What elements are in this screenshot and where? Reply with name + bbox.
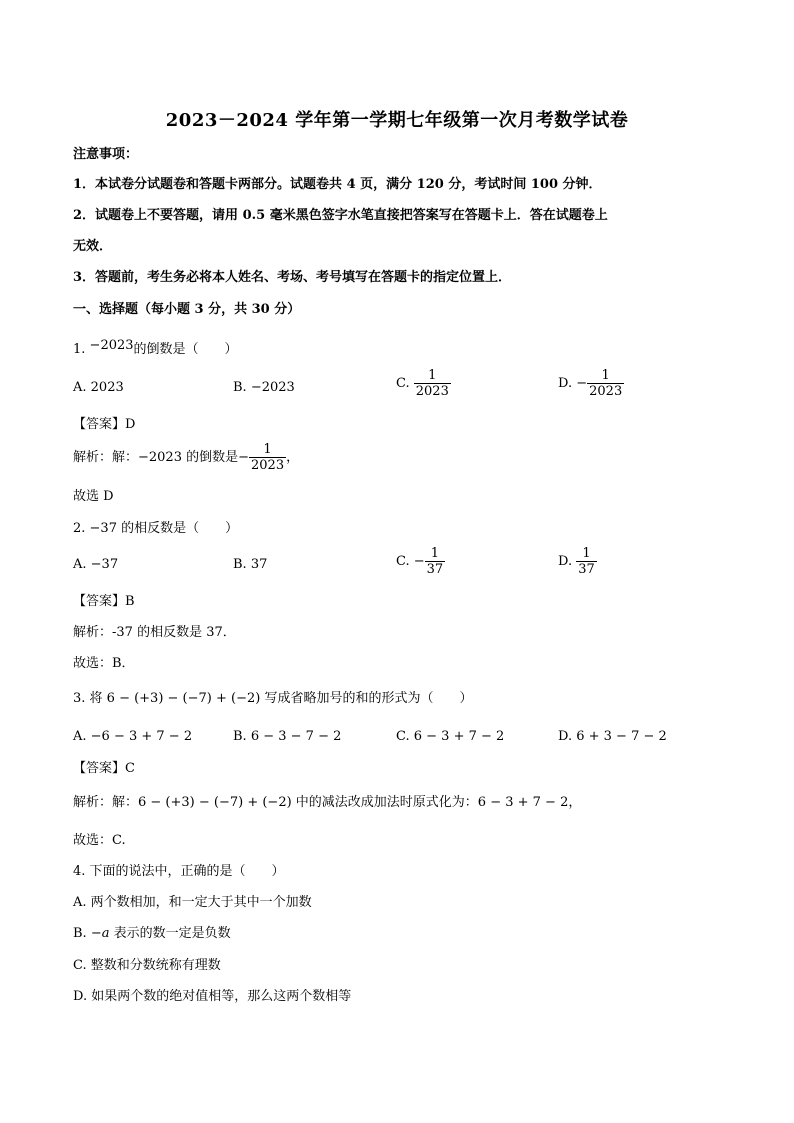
q3-option-c: C. 6 − 3 + 7 − 2 (396, 729, 505, 744)
fraction: $\frac{1}{37}$ (426, 546, 444, 577)
q2-option-d: D. $\frac{1}{37}$ (558, 546, 595, 577)
q1-conclusion: 故选 D (73, 489, 114, 504)
exam-title: 2023－2024 学年第一学期七年级第一次月考数学试卷 (165, 110, 629, 131)
q1-explanation: 解析：解：−2023 的倒数是− $\frac{1}{2023}$ ， (73, 442, 300, 473)
notice-heading: 注意事项： (73, 147, 139, 162)
q4-option-a: A. 两个数相加，和一定大于其中一个加数 (73, 895, 312, 910)
math-variable: a (101, 926, 110, 941)
question-2: 2. −37 的相反数是（ ） (73, 521, 239, 536)
q2-conclusion: 故选：B． (73, 656, 135, 671)
q2-option-b: B. 37 (233, 557, 268, 572)
notice-item-2-cont: 无效． (73, 239, 113, 254)
q1-option-d: D. − $\frac{1}{2023}$ (558, 368, 623, 399)
q1-option-a: A. 2023 (73, 380, 124, 395)
q3-explanation: 解析：解：6 − (+3) − (−7) + (−2) 中的减法改成加法时原式化为：6 − 3 + 7 − 2， (73, 795, 582, 810)
section-heading: 一、选择题（每小题 3 分，共 30 分） (73, 302, 301, 317)
math-expression: −2023 (89, 338, 134, 353)
notice-item-2: 2．试题卷上不要答题，请用 0.5 毫米黑色签字水笔直接把答案写在答题卡上．答在试题卷上 (73, 208, 608, 223)
notice-item-1: 1．本试卷分试题卷和答题卡两部分。试题卷共 4 页，满分 120 分，考试时间 100 分钟． (73, 177, 602, 192)
q3-answer: 【答案】C (73, 761, 135, 776)
question-3: 3. 将 6 − (+3) − (−7) + (−2) 写成省略加号的和的形式为（ ） (73, 691, 473, 706)
q3-option-a: A. −6 − 3 + 7 − 2 (73, 729, 193, 744)
notice-item-3: 3．答题前，考生务必将本人姓名、考场、考号填写在答题卡的指定位置上． (73, 270, 512, 285)
fraction: $\frac{1}{37}$ (578, 546, 595, 577)
q3-option-d: D. 6 + 3 − 7 − 2 (558, 729, 667, 744)
q2-answer: 【答案】B (73, 594, 135, 609)
q4-option-c: C. 整数和分数统称有理数 (73, 958, 221, 973)
q2-explanation: 解析：-37 的相反数是 37． (73, 625, 236, 640)
q1-option-c: C. $\frac{1}{2023}$ (396, 368, 449, 399)
question-4: 4. 下面的说法中，正确的是（ ） (73, 864, 285, 879)
q1-option-b: B. −2023 (233, 380, 295, 395)
fraction: $\frac{1}{2023}$ (251, 442, 285, 473)
question-number: 1. (73, 342, 86, 357)
q4-option-d: D. 如果两个数的绝对值相等，那么这两个数相等 (73, 989, 352, 1004)
fraction: $\frac{1}{2023}$ (589, 368, 623, 399)
question-stem: 的倒数是（ ） (133, 342, 238, 357)
q2-option-a: A. −37 (73, 557, 119, 572)
q1-answer: 【答案】D (73, 417, 136, 432)
fraction: $\frac{1}{2023}$ (415, 368, 449, 399)
question-1 (73, 338, 238, 359)
q3-option-b: B. 6 − 3 − 7 − 2 (233, 729, 342, 744)
q3-conclusion: 故选：C. (73, 833, 126, 848)
q4-option-b: B. −a 表示的数一定是负数 (73, 926, 231, 941)
q2-option-c: C. − $\frac{1}{37}$ (396, 546, 444, 577)
